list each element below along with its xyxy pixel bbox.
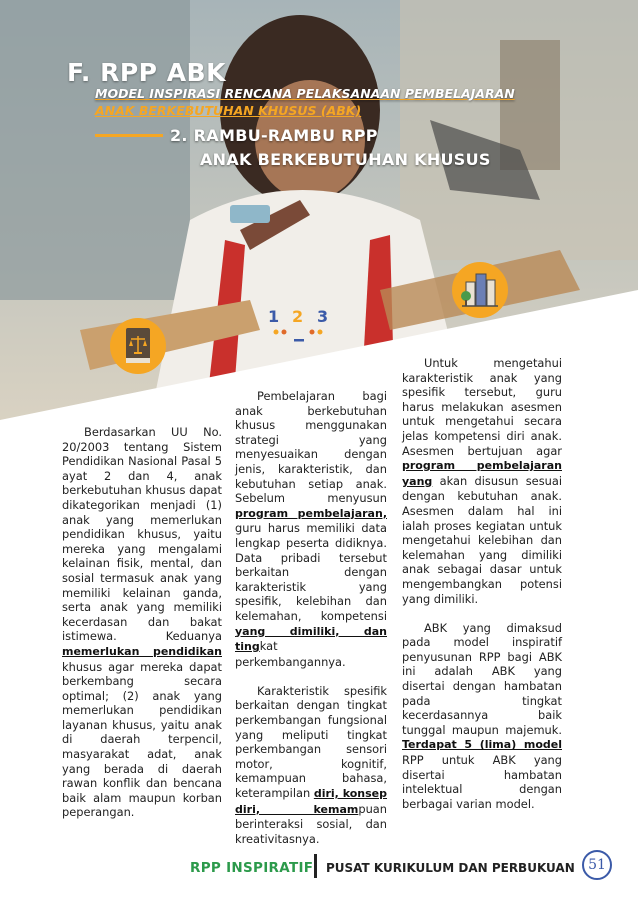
section-title-line2: ANAK BERKEBUTUHAN KHUSUS [200, 150, 491, 169]
footer-left: RPP INSPIRATIF [190, 860, 314, 876]
city-icon [452, 262, 508, 318]
col3-paragraph-2: ABK yang dimaksud pada model inspiratif penyusunan RPP bagi ABK ini adalah ABK yang disertai dengan hambatan pada tingkat kecerdasannya baik tunggal maupun majemuk. Terdapat 5 (lima) model RPP untuk ABK yang disertai hambatan intelektual dengan berbagai varian model. [402, 620, 562, 811]
footer-right: PUSAT KURIKULUM DAN PERBUKUAN [326, 861, 575, 875]
column-2 [235, 389, 387, 846]
numbers-icon [262, 302, 334, 346]
footer-divider [314, 854, 317, 878]
column-1 [62, 425, 222, 820]
column-3 [402, 356, 562, 811]
subtitle-line1: MODEL INSPIRASI RENCANA PELAKSANAAN PEMBELAJARAN [95, 86, 515, 101]
col2-paragraph-2: Karakteristik spesifik berkaitan dengan tingkat perkembangan fungsional yang meliputi tingkat perkembangan sensori motor, kognitif, kemampuan bahasa, keterampilan diri, konsep diri, kemampuan berinteraksi sosial, dan kreativitasnya. [235, 683, 388, 846]
col1-paragraph-1: Berdasarkan UU No. 20/2003 tentang Sistem Pendidikan Nasional Pasal 5 ayat 2 dan 4, anak berkebutuhan khusus dapat dikategorikan menjadi (1) anak yang memerlukan pendidikan khusus, yaitu mereka yang mengalami kelainan fisik, mental, dan sosial termasuk anak yang memiliki kelainan ganda, serta anak yang memiliki kecerdasan dan bakat istimewa. Keduanya memerlukan pendidikan khusus agar mereka dapat berkembang secara optimal; (2) anak yang memerlukan pendidikan layanan khusus, yaitu anak di daerah terpencil, masyarakat adat, anak yang berada di daerah rawan konflik dan bencana baik alam maupun korban peperangan. [62, 425, 222, 820]
section-title-line1: 2. RAMBU-RAMBU RPP [170, 126, 378, 145]
page-title: F. RPP ABK [67, 58, 226, 87]
col3-paragraph-1: Untuk mengetahui karakteristik anak yang spesifik tersebut, guru harus melakukan asesmen untuk mengetahui secara jelas kompetensi diri anak. Asesmen bertujuan agar program pembelajaran yang akan disusun sesuai dengan kebutuhan anak. Asesmen dalam hal ini ialah proses kegiatan untuk mengetahui kelebihan dan kelemahan yang dimiliki anak sebagai dasar untuk mengembangkan potensi yang dimiliki. [402, 356, 562, 606]
page-number: 51 [582, 850, 612, 880]
orange-rule [95, 134, 163, 137]
subtitle-line2: ANAK BERKEBUTUHAN KHUSUS (ABK) [95, 103, 362, 118]
digit-3: 3 [317, 307, 329, 326]
digit-2: 2 [292, 307, 304, 326]
digit-1: 1 [268, 307, 280, 326]
col2-paragraph-1: Pembelajaran bagi anak berkebutuhan khusus menggunakan strategi yang menyesuaikan dengan jenis, karakteristik, dan kebutuhan setiap anak. Sebelum menyusun program pembelajaran, guru harus memiliki data lengkap peserta didiknya. Data pribadi tersebut berkaitan dengan karakteristik yang spesifik, kelebihan dan kelemahan, kompetensi yang dimiliki, dan tingkat perkembangannya. [235, 389, 387, 669]
law-book-icon [110, 318, 166, 374]
section-title [170, 124, 491, 172]
